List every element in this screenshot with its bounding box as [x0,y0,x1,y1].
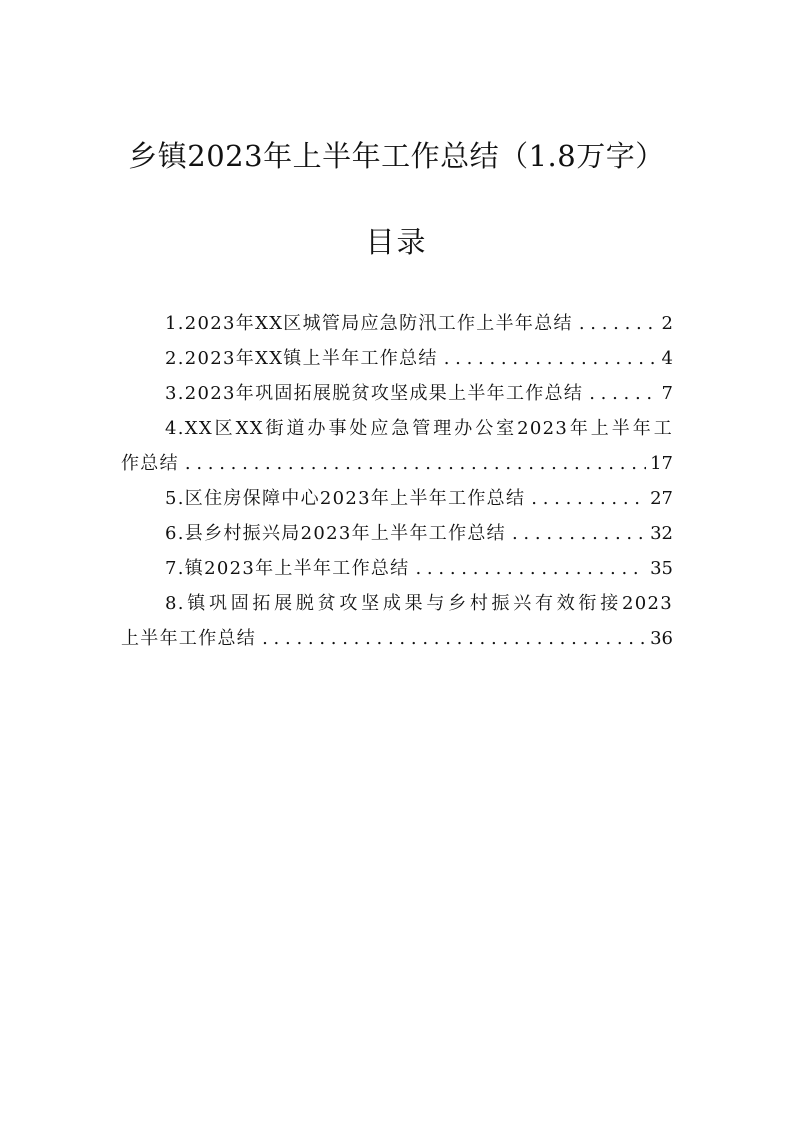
toc-entry-4-line-1[interactable] [121,411,673,446]
toc-entry-title: 3.2023年巩固拓展脱贫攻坚成果上半年工作总结 [165,383,584,404]
toc-entry-title: 4.XX区XX街道办事处应急管理办公室2023年上半年工 [165,418,673,439]
toc-entry-7[interactable] [121,551,673,586]
toc-entry-title: 5.区住房保障中心2023年上半年工作总结 [165,488,526,509]
toc-dot-leader [185,446,646,481]
toc-entry-title-continued: 作总结 [121,453,179,474]
toc-entry-title: 6.县乡村振兴局2023年上半年工作总结 [165,523,506,544]
document-title: 乡镇2023年上半年工作总结（1.8万字） [128,139,665,173]
toc-page-number: 27 [650,488,673,509]
toc-page-number: 17 [650,453,673,474]
toc-dot-leader [262,621,646,656]
toc-entry-8-line-2[interactable] [121,621,673,656]
toc-dot-leader [512,516,646,551]
toc-entry-title: 7.镇2023年上半年工作总结 [165,558,410,579]
toc-entry-6[interactable] [121,516,673,551]
toc-page-number: 4 [661,348,673,369]
toc-entry-title-continued: 上半年工作总结 [121,628,257,649]
toc-dot-leader [415,551,646,586]
toc-entry-1[interactable] [121,306,673,341]
toc-entry-3[interactable] [121,376,673,411]
toc-page-number: 7 [661,383,673,404]
toc-entry-2[interactable] [121,341,673,376]
toc-entry-title: 2.2023年XX镇上半年工作总结 [165,348,438,369]
toc-dot-leader [589,376,657,411]
toc-page-number: 36 [650,628,673,649]
toc-page-number: 35 [650,558,673,579]
table-of-contents [121,306,673,656]
toc-heading: 目录 [365,225,428,259]
toc-dot-leader [531,481,646,516]
toc-dot-leader [444,341,658,376]
toc-dot-leader [579,306,658,341]
toc-page-number: 2 [661,313,673,334]
toc-entry-4-line-2[interactable] [121,446,673,481]
toc-entry-title: 8.镇巩固拓展脱贫攻坚成果与乡村振兴有效衔接2023 [165,593,673,614]
toc-entry-5[interactable] [121,481,673,516]
toc-page-number: 32 [650,523,673,544]
toc-entry-title: 1.2023年XX区城管局应急防汛工作上半年总结 [165,313,573,334]
toc-entry-8-line-1[interactable] [121,586,673,621]
